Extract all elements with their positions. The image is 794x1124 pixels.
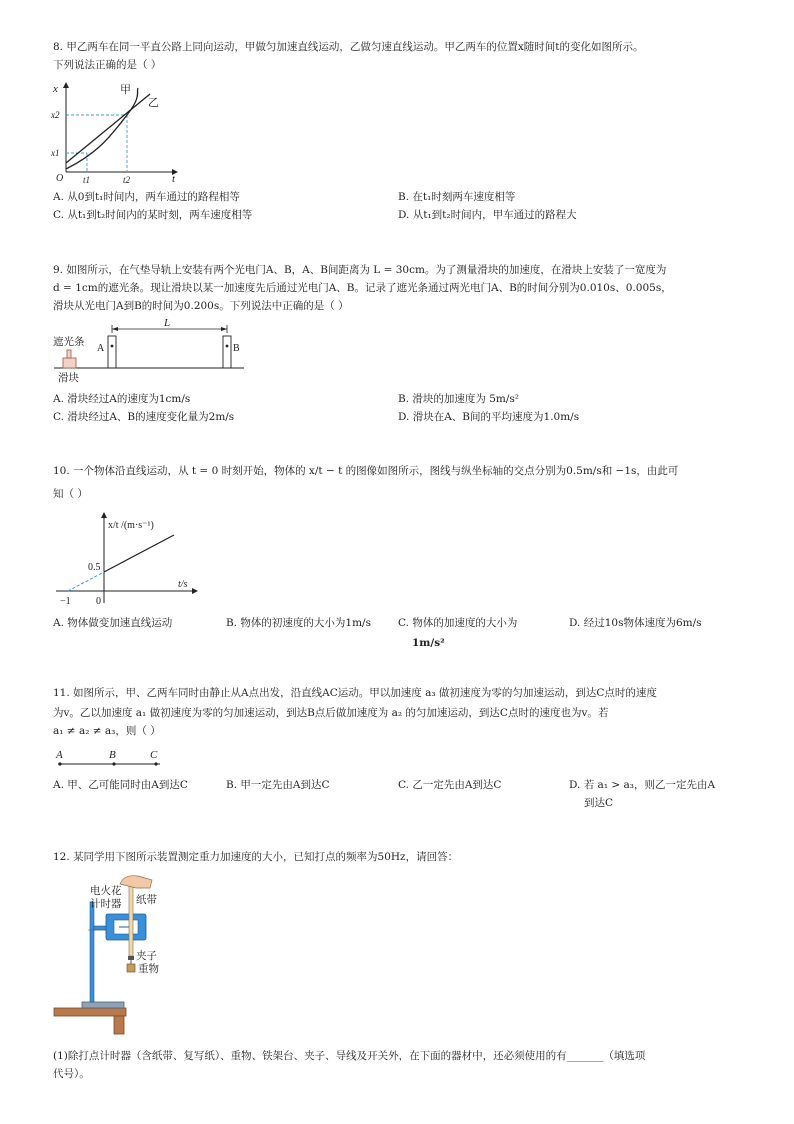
q9-air-track-diagram	[52, 317, 252, 388]
q11-option-d-line2: 到达C	[584, 797, 614, 809]
q11-point-b: B	[109, 749, 116, 761]
q12-sub1-line1: (1)除打点计时器（含纸带、复写纸）、重物、铁架台、夹子、导线及开关外，在下面的器材中，还必须使用的有_______（填选项	[53, 1050, 646, 1062]
q10-xt-t-graph	[52, 508, 202, 608]
q8-label-x1: x1	[51, 148, 60, 158]
q8-stem-line2: 下列说法正确的是（ ）	[53, 59, 162, 71]
q10-stem-line1: 10. 一个物体沿直线运动，从 t = 0 时刻开始，物体的 x/t − t 的图像如图所示，图线与纵坐标轴的交点分别为0.5m/s和 −1s，由此可	[53, 465, 679, 477]
q11-line-abc	[52, 746, 172, 772]
q9-label-L: L	[164, 317, 171, 329]
q12-paper-tape	[129, 886, 133, 956]
q12-apparatus-diagram	[52, 870, 192, 1036]
q9-option-a: A. 滑块经过A的速度为1cm/s	[53, 393, 191, 405]
q10-label-m1: −1	[60, 596, 71, 607]
q9-label-A: A	[97, 343, 105, 354]
q8-curve-yi	[66, 94, 150, 163]
q12-label-timer-2: 计时器	[90, 899, 122, 910]
q8-origin-label: O	[56, 173, 64, 184]
q11-point-a: A	[56, 749, 63, 761]
q12-hand	[120, 876, 152, 888]
q11-point-c: C	[150, 749, 158, 761]
q12-sub1-line2: 代号）。	[53, 1068, 90, 1080]
q9-label-B: B	[233, 343, 240, 354]
q12-label-timer-1: 电火花	[90, 886, 122, 897]
q10-option-c-line1: C. 物体的加速度的大小为	[398, 617, 518, 629]
q11-stem-line2: 为v。乙以加速度 a₁ 做初速度为零的匀加速运动，到达B点后做加速度为 a₂ 的匀加速运动，到达C点时的速度也为v。若	[53, 707, 609, 719]
q11-option-b: B. 甲一定先由A到达C	[226, 779, 330, 791]
q11-option-d-line1: D. 若 a₁ > a₃，则乙一定先由A	[569, 779, 716, 791]
q8-option-a: A. 从0到t₁时间内，两车通过的路程相等	[53, 191, 240, 203]
q12-label-tape: 纸带	[136, 895, 157, 906]
q10-option-b: B. 物体的初速度的大小为1m/s	[226, 617, 371, 629]
q9-label-block: 滑块	[58, 373, 79, 384]
q10-x-axis-label: t/s	[178, 579, 188, 590]
q9-label-strip: 遮光条	[53, 337, 85, 348]
q9-option-d: D. 滑块在A、B间的平均速度为1.0m/s	[398, 411, 580, 423]
q10-option-a: A. 物体做变加速直线运动	[53, 617, 173, 629]
q8-label-t2: t2	[123, 175, 131, 185]
q8-axis-x-label: x	[53, 83, 58, 95]
q8-option-b: B. 在t₁时刻两车速度相等	[398, 191, 516, 203]
q11-stem-line3: a₁ ≠ a₂ ≠ a₃，则（ ）	[53, 725, 161, 737]
q11-option-a: A. 甲、乙可能同时由A到达C	[53, 779, 188, 791]
q9-stem-line1: 9. 如图所示，在气垫导轨上安装有两个光电门A、B，A、B间距离为 L = 30cm。为了测量滑块的加速度，在滑块上安装了一宽度为	[53, 264, 667, 276]
q8-label-t1: t1	[83, 175, 91, 185]
q12-stem: 12. 某同学用下图所示装置测定重力加速度的大小，已知打点的频率为50Hz，请回答：	[53, 851, 459, 863]
q12-stand-rod	[90, 902, 94, 1002]
q10-option-d: D. 经过10s物体速度为6m/s	[569, 617, 702, 629]
q10-stem-line2: 知（ ）	[53, 488, 88, 500]
q8-stem-line1: 8. 甲乙两车在同一平直公路上同向运动，甲做匀加速直线运动，乙做匀速直线运动。甲乙两车的位置x随时间t的变化如图所示。	[53, 41, 644, 53]
q12-label-clip: 夹子	[136, 951, 157, 962]
q9-strip	[67, 350, 71, 358]
q8-position-time-graph	[50, 82, 180, 186]
q10-origin-label: 0	[96, 596, 101, 607]
q10-option-c-line2: 1m/s²	[412, 637, 445, 649]
q11-stem-line1: 11. 如图所示，甲、乙两车同时由静止从A点出发，沿直线AC运动。甲以加速度 a₃ 做初速度为零的匀加速运动，到达C点时的速度	[53, 687, 657, 699]
q9-option-b: B. 滑块的加速度为 5m/s²	[398, 393, 520, 405]
q8-label-yi: 乙	[148, 97, 159, 109]
q12-weight	[127, 964, 135, 972]
q8-label-jia: 甲	[120, 84, 131, 96]
q12-label-weight: 重物	[138, 964, 159, 975]
q8-label-x2: x2	[51, 110, 60, 120]
q9-block	[63, 358, 76, 368]
q8-option-c: C. 从t₁到t₂时间内的某时刻，两车速度相等	[53, 209, 253, 221]
q10-y-axis-label: x/t /(m·s⁻¹)	[108, 520, 154, 531]
q11-option-c: C. 乙一定先由A到达C	[398, 779, 502, 791]
q10-label-05: 0.5	[88, 562, 101, 573]
q8-axis-t-label: t	[172, 173, 176, 185]
q8-option-d: D. 从t₁到t₂时间内，甲车通过的路程大	[398, 209, 577, 221]
q9-stem-line3: 滑块从光电门A到B的时间为0.200s。下列说法中正确的是（ ）	[53, 300, 349, 312]
q9-stem-line2: d = 1cm的遮光条。现让滑块以某一加速度先后通过光电门A、B。记录了遮光条通过两光电门A、B的时间分别为0.010s、0.005s，	[53, 282, 672, 294]
q9-option-c: C. 滑块经过A、B的速度变化量为2m/s	[53, 411, 235, 423]
